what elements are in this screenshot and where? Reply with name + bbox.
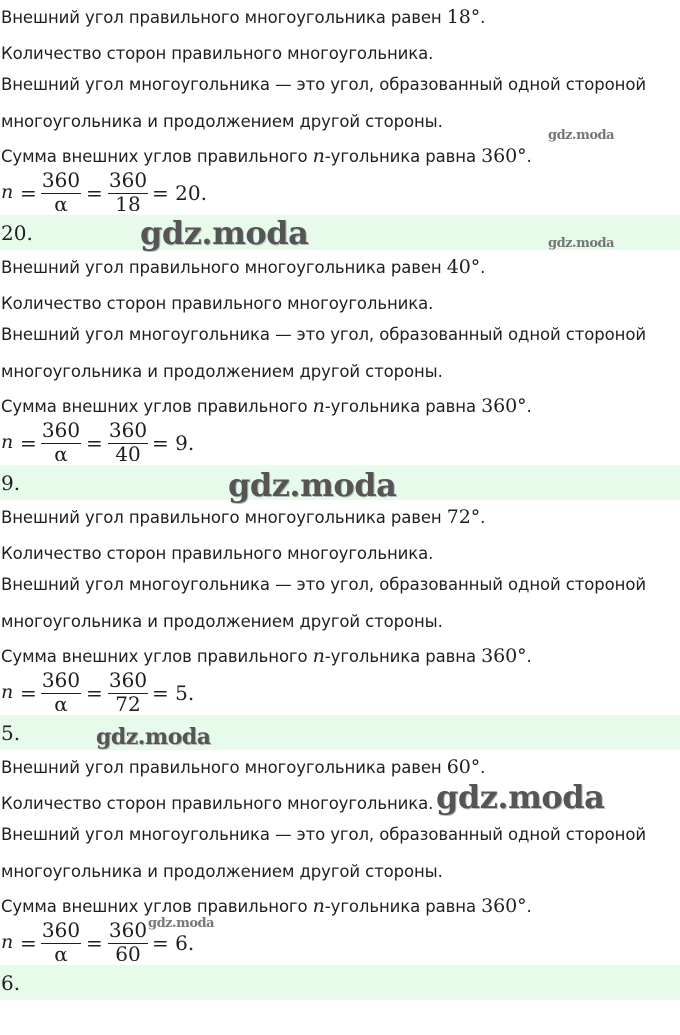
fraction-numeric-numerator: 360 (108, 168, 148, 192)
exterior-angle-value: 18° (446, 6, 481, 28)
watermark-logo: gdz.moda (148, 916, 215, 931)
problem-statement (1, 507, 485, 528)
watermark-logo: gdz.moda (436, 778, 605, 816)
watermark-logo: gdz.moda (548, 128, 615, 143)
definition-line-cont: многоугольника и продолжением другой стороны. (1, 112, 443, 131)
watermark-logo: gdz.moda (140, 214, 309, 252)
task-line: Количество сторон правильного многоугольника. (1, 44, 434, 63)
sum-of-angles-line (1, 646, 532, 667)
fraction-general-denominator: α (54, 692, 68, 711)
fraction-general-numerator: 360 (41, 418, 81, 442)
fraction-numeric (108, 918, 148, 964)
formula (0, 668, 300, 716)
answer-value: 6. (1, 971, 21, 995)
definition-line: Внешний угол многоугольника — это угол, образованный одной стороной (1, 325, 646, 344)
sum-text: Сумма внешних углов правильного (1, 647, 313, 666)
formula-equals: = (86, 181, 103, 205)
fraction-general (41, 418, 81, 464)
problem-statement (1, 257, 485, 278)
fraction-general-numerator: 360 (41, 918, 81, 942)
sum-text-b: -угольника равна (324, 647, 482, 666)
sum-end: . (526, 897, 532, 916)
formula-equals: = (86, 681, 103, 705)
formula-result: = 20. (152, 181, 207, 205)
sum-of-angles-line (1, 146, 532, 167)
statement-text: Внешний угол правильного многоугольника равен (1, 508, 447, 527)
definition-line-cont: многоугольника и продолжением другой стороны. (1, 612, 443, 631)
fraction-general (41, 168, 81, 214)
formula-n: n (1, 931, 14, 953)
fraction-general (41, 668, 81, 714)
fraction-numeric-denominator: 40 (115, 442, 141, 461)
watermark-logo: gdz.moda (96, 724, 211, 750)
variable-n: n (312, 895, 325, 917)
task-line: Количество сторон правильного многоугольника. (1, 794, 434, 813)
fraction-numeric (108, 168, 148, 214)
watermark-logo: gdz.moda (548, 236, 615, 251)
formula-equals: = (20, 681, 37, 705)
task-line: Количество сторон правильного многоугольника. (1, 294, 434, 313)
formula-n: n (1, 431, 14, 453)
fraction-numeric-denominator: 60 (115, 942, 141, 961)
fraction-general-denominator: α (54, 442, 68, 461)
definition-line: Внешний угол многоугольника — это угол, образованный одной стороной (1, 825, 646, 844)
sum-end: . (526, 397, 532, 416)
statement-end: . (480, 8, 486, 27)
task-line: Количество сторон правильного многоугольника. (1, 544, 434, 563)
formula-equals: = (20, 931, 37, 955)
answer-value: 5. (1, 721, 21, 745)
sum-text: Сумма внешних углов правильного (1, 147, 313, 166)
problem-statement (1, 7, 485, 28)
fraction-numeric-denominator: 18 (115, 192, 141, 211)
answer-value: 20. (1, 221, 33, 245)
answer-band (0, 965, 680, 1000)
statement-text: Внешний угол правильного многоугольника равен (1, 258, 447, 277)
fraction-numeric (108, 418, 148, 464)
formula-result: = 6. (152, 931, 195, 955)
formula-equals: = (20, 431, 37, 455)
sum-text: Сумма внешних углов правильного (1, 397, 313, 416)
fraction-numeric-numerator: 360 (108, 668, 148, 692)
variable-n: n (312, 145, 325, 167)
formula-result: = 5. (152, 681, 195, 705)
definition-line-cont: многоугольника и продолжением другой стороны. (1, 362, 443, 381)
sum-value: 360° (481, 145, 527, 167)
sum-of-angles-line (1, 896, 532, 917)
formula (0, 418, 300, 466)
watermark-logo: gdz.moda (228, 466, 397, 504)
answer-value: 9. (1, 471, 21, 495)
sum-text: Сумма внешних углов правильного (1, 897, 313, 916)
statement-end: . (480, 758, 486, 777)
sum-text-b: -угольника равна (324, 897, 482, 916)
sum-text-b: -угольника равна (324, 147, 482, 166)
sum-end: . (526, 647, 532, 666)
problem-statement (1, 757, 485, 778)
fraction-numeric (108, 668, 148, 714)
statement-text: Внешний угол правильного многоугольника равен (1, 758, 447, 777)
formula-n: n (1, 681, 14, 703)
fraction-general-denominator: α (54, 192, 68, 211)
formula-result: = 9. (152, 431, 195, 455)
sum-end: . (526, 147, 532, 166)
fraction-numeric-numerator: 360 (108, 418, 148, 442)
sum-of-angles-line (1, 396, 532, 417)
definition-line: Внешний угол многоугольника — это угол, образованный одной стороной (1, 75, 646, 94)
fraction-general-denominator: α (54, 942, 68, 961)
statement-end: . (480, 508, 486, 527)
sum-value: 360° (481, 395, 527, 417)
exterior-angle-value: 40° (446, 256, 481, 278)
sum-value: 360° (481, 645, 527, 667)
fraction-numeric-denominator: 72 (115, 692, 141, 711)
definition-line-cont: многоугольника и продолжением другой стороны. (1, 862, 443, 881)
formula (0, 168, 300, 216)
statement-end: . (480, 258, 486, 277)
sum-text-b: -угольника равна (324, 397, 482, 416)
fraction-general (41, 918, 81, 964)
formula-equals: = (86, 931, 103, 955)
variable-n: n (312, 645, 325, 667)
formula-equals: = (86, 431, 103, 455)
variable-n: n (312, 395, 325, 417)
exterior-angle-value: 60° (446, 756, 481, 778)
sum-value: 360° (481, 895, 527, 917)
statement-text: Внешний угол правильного многоугольника равен (1, 8, 447, 27)
exterior-angle-value: 72° (446, 506, 481, 528)
formula-equals: = (20, 181, 37, 205)
fraction-numeric-numerator: 360 (108, 918, 148, 942)
fraction-general-numerator: 360 (41, 668, 81, 692)
fraction-general-numerator: 360 (41, 168, 81, 192)
definition-line: Внешний угол многоугольника — это угол, образованный одной стороной (1, 575, 646, 594)
formula-n: n (1, 181, 14, 203)
